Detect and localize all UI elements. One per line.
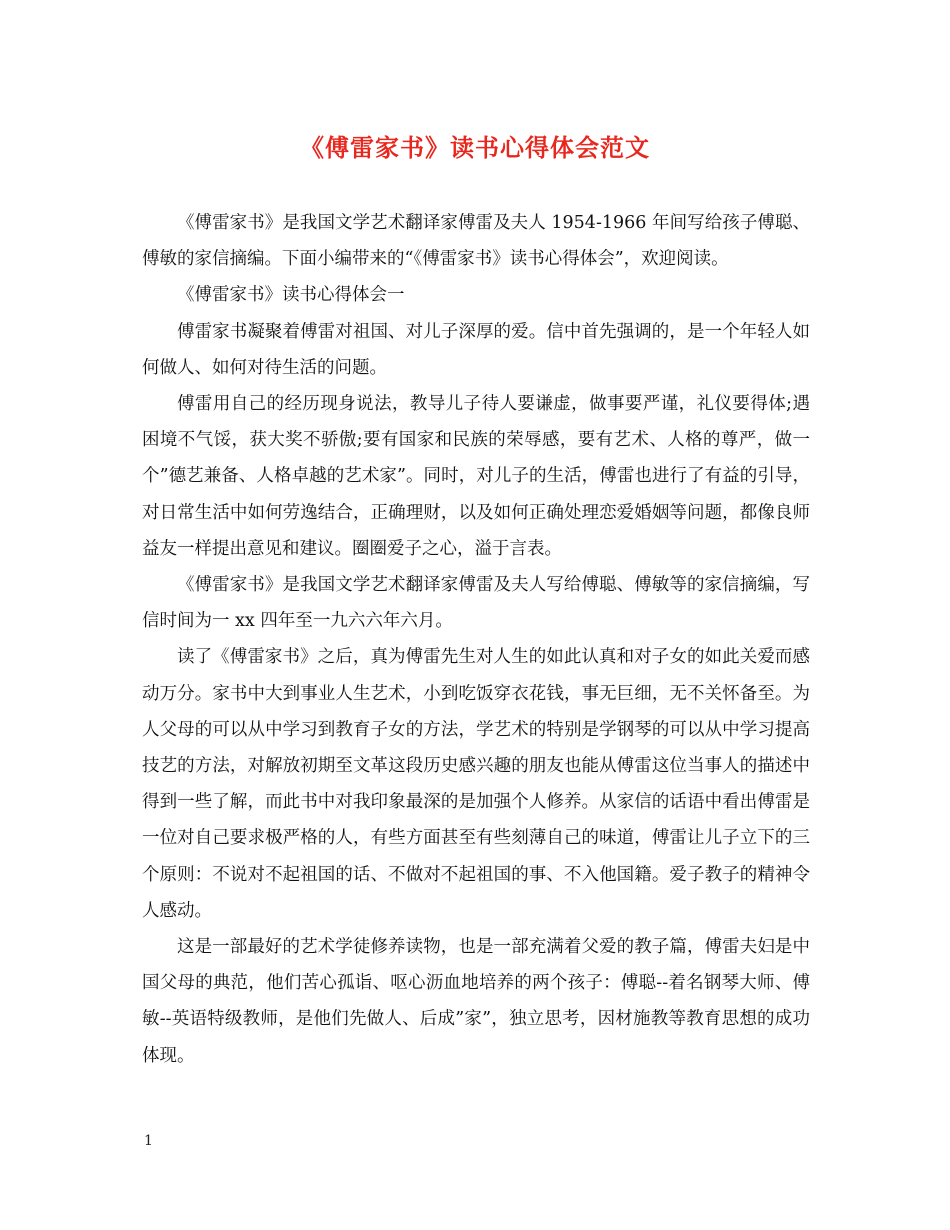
paragraph: 傅雷用自己的经历现身说法，教导儿子待人要谦虚，做事要严谨，礼仪要得体;遇困境不气馁，获大奖不骄傲;要有国家和民族的荣辱感，要有艺术、人格的尊严，做一个”德艺兼备、人格卓越的艺术家”。同时，对儿子的生活，傅雷也进行了有益的引导，对日常生活中如何劳逸结合，正确理财，以及如何正确处理恋爱婚姻等问题，都像良师益友一样提出意见和建议。圈圈爱子之心，溢于言表。: [142, 394, 810, 559]
document-body: [142, 205, 810, 1074]
section-heading: 《傅雷家书》读书心得体会一: [177, 285, 405, 306]
paragraph: 傅雷家书凝聚着傅雷对祖国、对儿子深厚的爱。信中首先强调的，是一个年轻人如何做人、如何对待生活的问题。: [142, 321, 810, 378]
document-title: 《傅雷家书》读书心得体会范文: [300, 133, 650, 162]
paragraph: 《傅雷家书》是我国文学艺术翻译家傅雷及夫人写给傅聪、傅敏等的家信摘编，写信时间为一 xx 四年至一九六六年六月。: [142, 575, 810, 632]
paragraph-intro: 《傅雷家书》是我国文学艺术翻译家傅雷及夫人 1954-1966 年间写给孩子傅聪、傅敏的家信摘编。下面小编带来的“《傅雷家书》读书心得体会”，欢迎阅读。: [142, 213, 810, 270]
page-number: 1: [144, 1133, 153, 1149]
paragraph: 读了《傅雷家书》之后，真为傅雷先生对人生的如此认真和对子女的如此关爱而感动万分。家书中大到事业人生艺术，小到吃饭穿衣花钱，事无巨细，无不关怀备至。为人父母的可以从中学习到教育子女的方法，学艺术的特别是学钢琴的可以从中学习提高技艺的方法，对解放初期至文革这段历史感兴趣的朋友也能从傅雷这位当事人的描述中得到一些了解，而此书中对我印象最深的是加强个人修养。从家信的话语中看出傅雷是一位对自己要求极严格的人，有些方面甚至有些刻薄自己的味道，傅雷让儿子立下的三个原则：不说对不起祖国的话、不做对不起祖国的事、不入他国籍。爱子教子的精神令人感动。: [142, 647, 810, 921]
paragraph: 这是一部最好的艺术学徒修养读物，也是一部充满着父爱的教子篇，傅雷夫妇是中国父母的典范，他们苦心孤诣、呕心沥血地培养的两个孩子：傅聪--着名钢琴大师、傅敏--英语特级教师，是他们先做人、后成”家”，独立思考，因材施教等教育思想的成功体现。: [142, 937, 810, 1066]
